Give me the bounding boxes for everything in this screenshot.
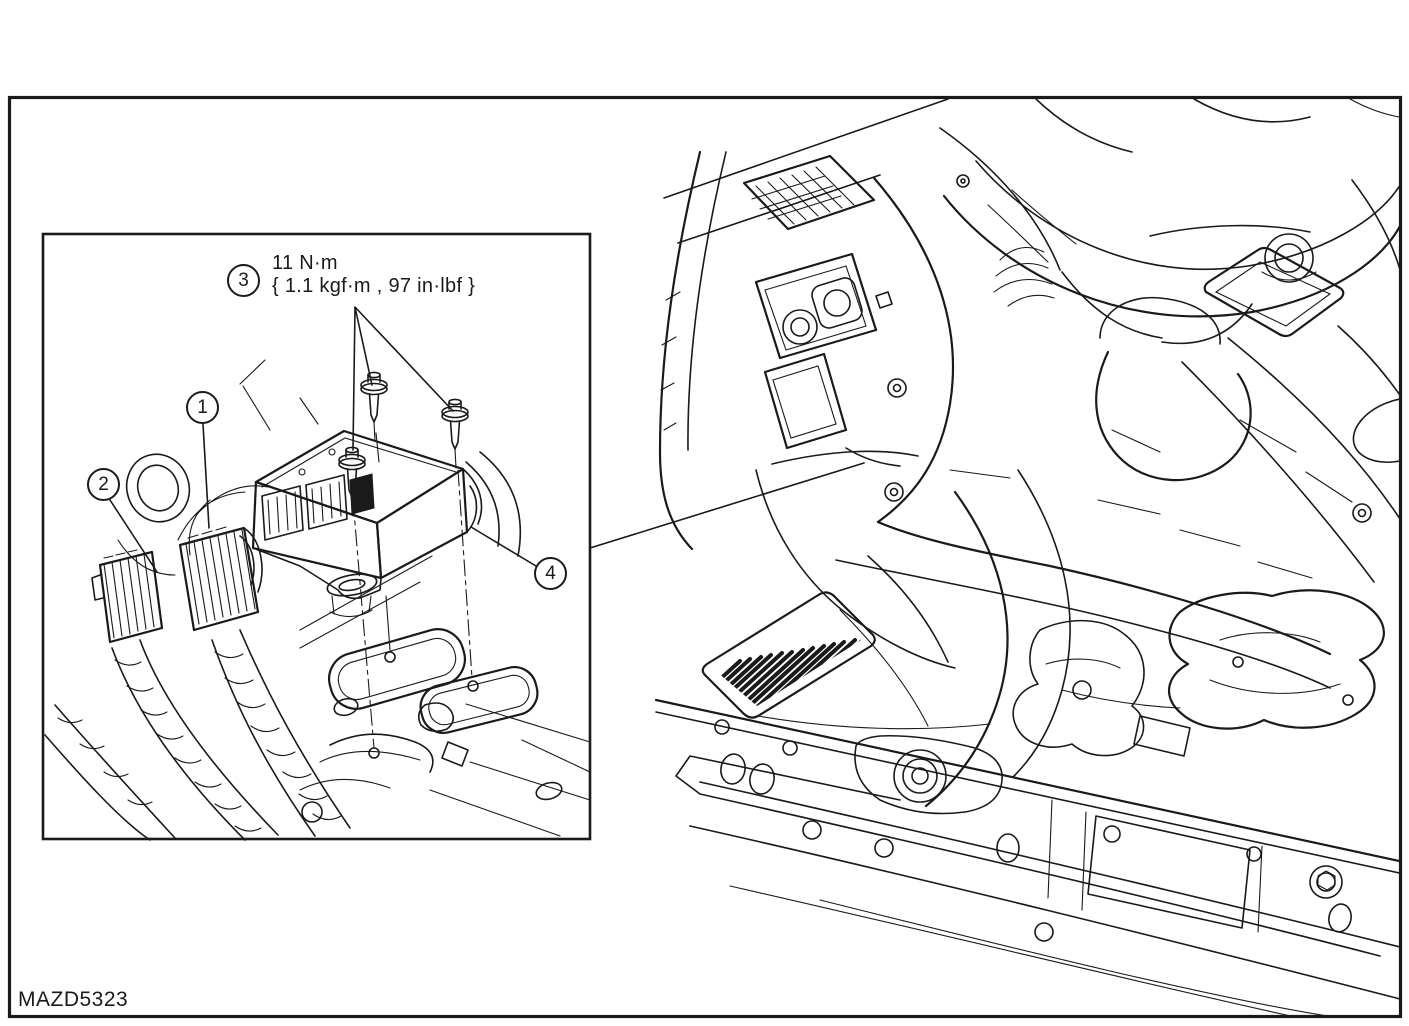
callout-3-badge bbox=[227, 264, 260, 297]
panel-clip bbox=[888, 379, 906, 397]
callout-1-badge bbox=[186, 391, 219, 424]
callout-3-number: 3 bbox=[238, 269, 249, 291]
steering-column bbox=[1096, 352, 1250, 480]
torque-note-line1: 11 N·m bbox=[272, 252, 338, 274]
panel-clip bbox=[1353, 504, 1371, 522]
dash-switch-pod bbox=[756, 254, 892, 358]
console-tray bbox=[1205, 234, 1344, 336]
tunnel-bracket bbox=[1013, 621, 1144, 756]
dash-vent-grille bbox=[744, 156, 874, 229]
dash-screw bbox=[957, 175, 969, 187]
inset-border bbox=[43, 234, 590, 839]
callout-2-number: 2 bbox=[98, 473, 109, 495]
torque-note-line2: { 1.1 kgf·m , 97 in·lbf } bbox=[272, 275, 476, 297]
figure-code: MAZD5323 bbox=[18, 988, 129, 1011]
floor-bolt bbox=[1310, 866, 1342, 898]
inset-detail-view bbox=[43, 234, 864, 840]
seat-bracket bbox=[1134, 590, 1384, 756]
callout-4-badge bbox=[534, 557, 567, 590]
dash-opening bbox=[765, 354, 846, 448]
callout-1-number: 1 bbox=[197, 396, 208, 418]
panel-clip bbox=[885, 483, 903, 501]
inset-leader-line bbox=[590, 463, 864, 548]
footrest-grille bbox=[672, 592, 886, 723]
main-cabin-view bbox=[656, 99, 1409, 1018]
callout-2-badge bbox=[87, 468, 120, 501]
torque-note bbox=[272, 252, 475, 298]
steering-wheel bbox=[944, 99, 1406, 344]
callout-4-number: 4 bbox=[545, 562, 556, 584]
